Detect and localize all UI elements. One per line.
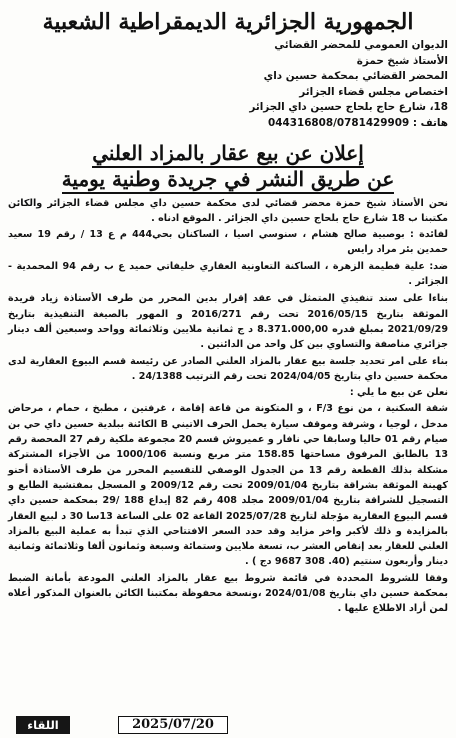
office-line: الأستاذ شيخ حمزة <box>356 54 448 67</box>
body-paragraph: بناءا على سند تنفيذي المتمثل في عقد إقرار بدين المحرر من طرف الأستاذة زياد فريدة الموثقة بتاريخ 2016/05/15 تحت رقم 2016/271 و المهور بالصيغة التنفيذية بتاريخ 2021/09/29 بمبلغ قدره 8.371.000,00 د ج ثمانية ملايين وثلاثمائة وواحد وسبعين ألف دينار جزائري مناصفة والتساوي بين كل واحد من الدائنين . <box>8 293 448 351</box>
notice-body <box>8 196 448 617</box>
body-paragraph: نعلن عن بيع ما يلي : <box>349 387 448 399</box>
body-paragraph: ضد: علية فطيمة الزهرة ، الساكنة التعاونية العقاري خليفاتي حميد ع ب رقم 94 المحمدية - الجزائر . <box>8 260 448 288</box>
footer-bar <box>8 716 448 736</box>
republic-title: الجمهورية الجزائرية الديمقراطية الشعبية <box>42 9 414 35</box>
newspaper-name: اللقاء <box>16 716 70 734</box>
headline-line-2: عن طريق النشر في جريدة وطنية يومية <box>62 167 395 194</box>
headline-line-1: إعلان عن بيع عقار بالمزاد العلني <box>92 141 364 168</box>
office-line: اختصاص مجلس قضاء الجزائر <box>299 85 448 98</box>
office-line: المحضر القضائي بمحكمة حسين داي <box>263 70 448 83</box>
notice-headline <box>8 140 448 166</box>
phone-label: هاتف : <box>412 116 448 129</box>
body-paragraph: وفقا للشروط المحددة في قائمة شروط بيع عقار بالمزاد العلني المودعة بأمانة الضبط بمحكمة حسين داي بتاريخ 2024/01/08 ،ونسخة محفوظة بمكتبنا الكائن بالعنوان المذكور أعلاه لمن أراد الاطلاع عليها . <box>8 572 448 615</box>
body-paragraph: شقة السكنية ، من نوع 3/F ، و المتكونة من قاعة إقامة ، غرفتين ، مطبخ ، حمام ، مرحاض مدخل ، لوجيا ، وشرفة وموقف سيارة يحمل الحرف الاتيني B الكائنة ببلدية حسين داي حي بن صيام رقم 01 حاليا وسابقا حي نافار و عميروش قسم 20 مجموعة ملكية رقم 27 المحصة رقم 13 بالطابق المرفوق مساحتها 158.85 متر مربع ونسبة 1000/106 من الأجزاء المشتركة مشكلة بذلك القطعة رقم 13 من الجدول الوصفي للتقسيم المحرر من طرف الأستاذة أحنو كهينة الموثقة بشراقة بتاريخ 2009/01/04 تحت رقم 2009/12 و المسجل بمفتشية الطابع و التسجيل للشراقة بتاريخ 2009/01/04 مجلد 408 رقم 82 إيداع 188 /29 بمحكمة حسين داي قسم البيوع العقارية مؤجلة لتاريخ 2025/07/28 القاعة 02 على الساعة 13سا 30 د لبيع العقار بالمزايدة و ذلك لأكبر واخر مزايد وقد حدد السعر الافتتاحي الذي تبدأ به عملية البيع بالمزاد العلني للعقار بعد إنقاص العشر ب، تسعة ملايين وستمائة وسبعة وثمانون ألفا وثلاثمائة وثمانية دينار وأربعون سنتيم (40. 308 9687 دج ) . <box>8 403 449 568</box>
body-paragraph: لفائدة : بوصبية صالح هشام ، سنوسي اسيا ، الساكنان بحي444 م ع 13 / رقم 19 سعيد حمدين بئر مراد رايس <box>8 229 449 256</box>
publication-date: 2025/07/20 <box>118 716 228 734</box>
phone-line <box>8 116 448 132</box>
notice-subheadline <box>8 166 448 192</box>
office-line: 18، شارع حاج بلحاج حسين داي الجزائر <box>249 101 448 114</box>
body-paragraph: بناء على امر تحديد جلسة بيع عقار بالمزاد العلني الصادر عن رئيسة قسم البيوع العقارية لدى محكمة حسين داي بتاريخ 2024/04/05 تحت رقم الترتيب 24/1388 . <box>8 355 448 382</box>
office-line: الديوان العمومي للمحضر القضائي <box>274 39 448 51</box>
office-block <box>8 38 448 116</box>
body-paragraph: نحن الأستاذ شيخ حمزة محضر قضائي لدى محكمة حسين داي مجلس قضاء الجزائر والكائن مكتبنا ب 18 شارع حاج بلحاج حسين داي الجزائر . الموقع ادناه . <box>8 197 448 224</box>
phone-number: 044316808/0781429909 <box>268 116 410 129</box>
